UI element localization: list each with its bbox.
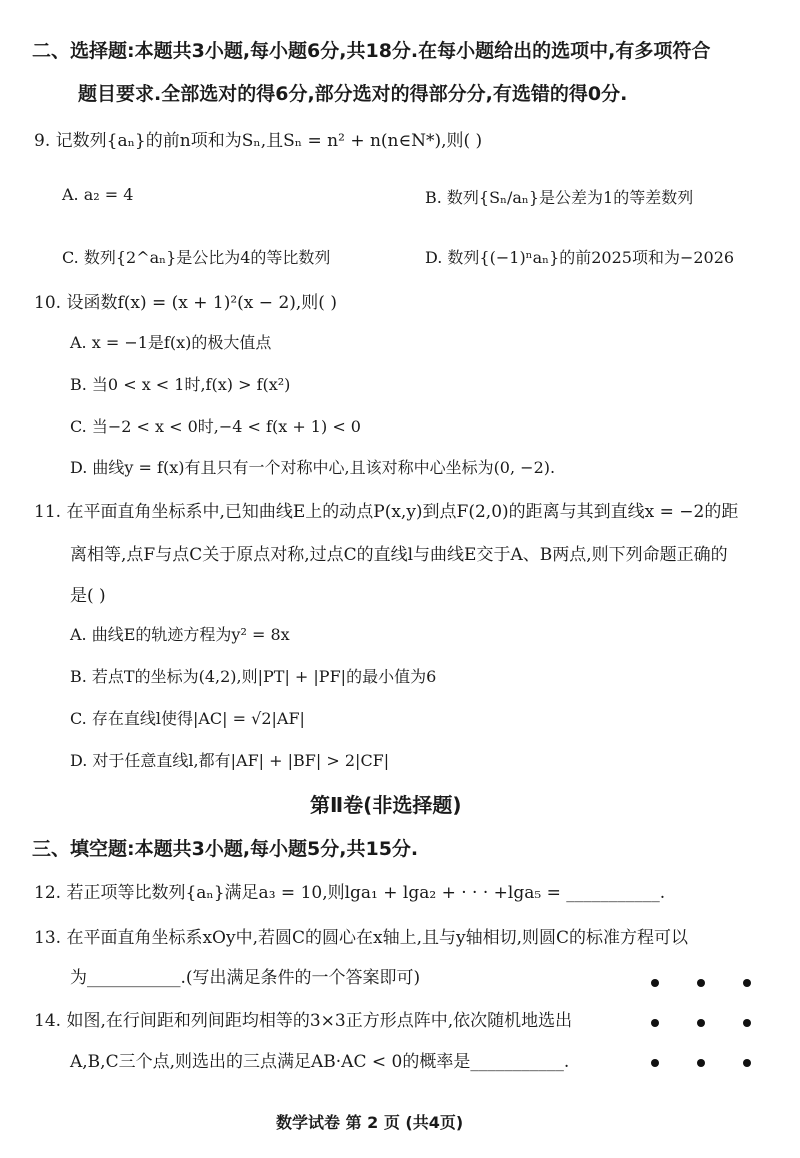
- q9-option-d: D. 数列{(−1)ⁿaₙ}的前2025项和为−2026: [425, 248, 735, 267]
- section3-heading: 三、填空题:本题共3小题,每小题5分,共15分.: [32, 838, 419, 860]
- q13-line1: 13. 在平面直角坐标系xOy中,若圆C的圆心在x轴上,且与y轴相切,则圆C的标准方程可以: [34, 928, 688, 948]
- lattice-dot: [697, 1019, 705, 1027]
- q11-line2: 离相等,点F与点C关于原点对称,过点C的直线l与曲线E交于A、B两点,则下列命题正确的: [70, 545, 728, 565]
- lattice-dot: [743, 979, 751, 987]
- q11-option-a: A. 曲线E的轨迹方程为y² = 8x: [70, 625, 290, 644]
- q11-line1: 11. 在平面直角坐标系中,已知曲线E上的动点P(x,y)到点F(2,0)的距离与其到直线x = −2的距: [34, 502, 739, 522]
- q10-option-b: B. 当0 < x < 1时,f(x) > f(x²): [70, 375, 291, 394]
- q10-option-d: D. 曲线y = f(x)有且只有一个对称中心,且该对称中心坐标为(0, −2).: [70, 458, 556, 477]
- lattice-dot: [651, 1019, 659, 1027]
- lattice-dot: [651, 1059, 659, 1067]
- section2-line2: 题目要求.全部选对的得6分,部分选对的得部分分,有选错的得0分.: [78, 83, 628, 105]
- lattice-dot: [651, 979, 659, 987]
- q11-option-b: B. 若点T的坐标为(4,2),则|PT| + |PF|的最小值为6: [70, 667, 437, 686]
- lattice-dot: [697, 1059, 705, 1067]
- q10-option-c: C. 当−2 < x < 0时,−4 < f(x + 1) < 0: [70, 417, 361, 436]
- lattice-dot: [743, 1019, 751, 1027]
- q11-option-c: C. 存在直线l使得|AC| = √2|AF|: [70, 709, 305, 728]
- q11-option-d: D. 对于任意直线l,都有|AF| + |BF| > 2|CF|: [70, 751, 390, 770]
- lattice-dot: [697, 979, 705, 987]
- lattice-dot: [743, 1059, 751, 1067]
- page-footer: 数学试卷 第 2 页 (共4页): [276, 1113, 464, 1132]
- q9-option-a: A. a₂ = 4: [62, 185, 134, 204]
- q13-line2: 为___________.(写出满足条件的一个答案即可): [70, 968, 421, 988]
- q14-line1: 14. 如图,在行间距和列间距均相等的3×3正方形点阵中,依次随机地选出: [34, 1011, 573, 1031]
- q11-line3: 是( ): [70, 586, 106, 606]
- q10-stem: 10. 设函数f(x) = (x + 1)²(x − 2),则( ): [34, 293, 337, 313]
- section2-line1: 二、选择题:本题共3小题,每小题6分,共18分.在每小题给出的选项中,有多项符合: [32, 40, 711, 62]
- q9-option-c: C. 数列{2^aₙ}是公比为4的等比数列: [62, 248, 331, 267]
- part2-title: 第Ⅱ卷(非选择题): [310, 793, 462, 817]
- q14-line2: A,B,C三个点,则选出的三点满足AB·AC < 0的概率是___________.: [70, 1052, 570, 1072]
- q9-option-b: B. 数列{Sₙ/aₙ}是公差为1的等差数列: [425, 188, 694, 207]
- q10-option-a: A. x = −1是f(x)的极大值点: [70, 333, 272, 352]
- q12-stem: 12. 若正项等比数列{aₙ}满足a₃ = 10,则lga₁ + lga₂ + · · · +lga₅ = ___________.: [34, 883, 666, 903]
- q9-stem: 9. 记数列{aₙ}的前n项和为Sₙ,且Sₙ = n² + n(n∈N*),则( ): [34, 131, 483, 151]
